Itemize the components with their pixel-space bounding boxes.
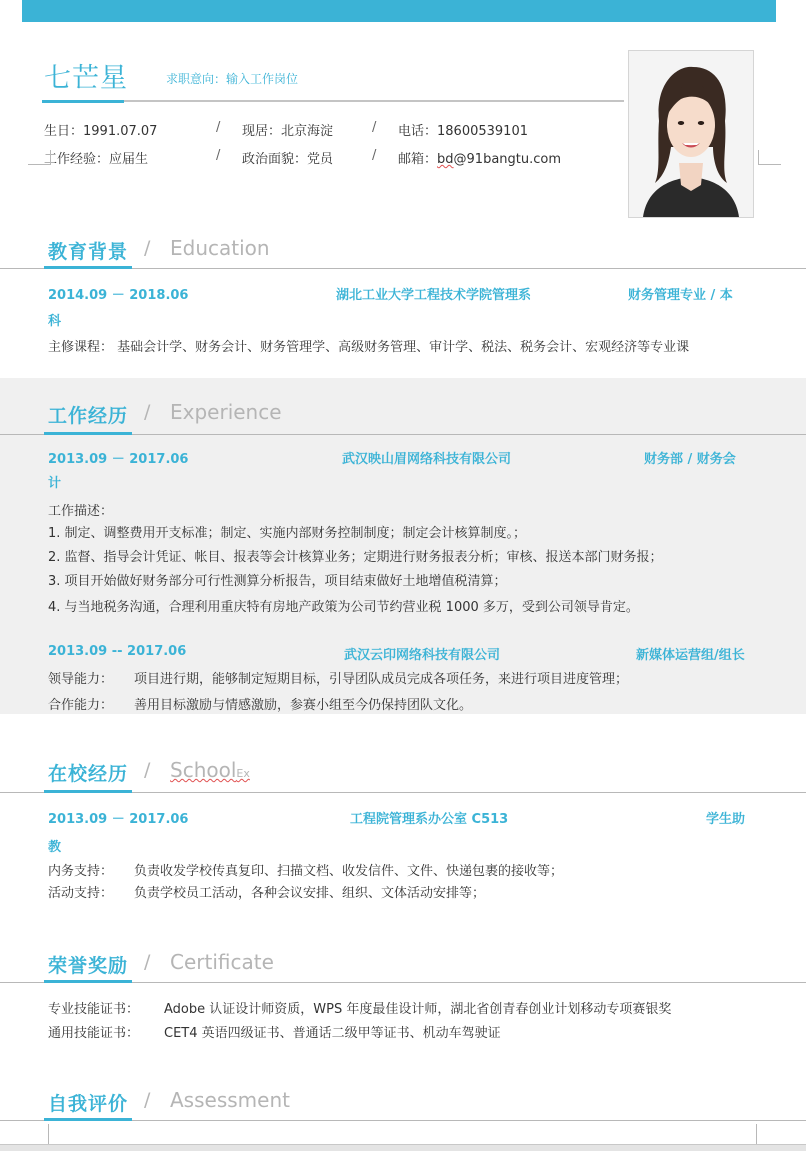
cert-row-text: Adobe 认证设计师资质，WPS 年度最佳设计师，湖北省创青春创业计划移动专项赛银奖: [164, 1002, 672, 1017]
job1-item: 2. 监督、指导会计凭证、帐目、报表等会计核算业务；定期进行财务报表分析；审核、报送本部门财务报；: [48, 550, 663, 565]
section-slash: /: [144, 759, 151, 781]
section-slash: /: [144, 951, 151, 973]
margin-mark: [756, 1124, 757, 1144]
school-date: 2013.09 － 2017.06: [48, 812, 189, 827]
section-slash: /: [144, 237, 151, 259]
job1-company: 武汉映山眉网络科技有限公司: [342, 452, 512, 467]
portrait-illustration: [629, 51, 753, 217]
top-accent-bar: [22, 0, 776, 22]
job2-row-text: 项目进行期，能够制定短期目标，引导团队成员完成各项任务，来进行项目进度管理；: [134, 672, 629, 687]
header-divider-accent: [42, 100, 124, 103]
margin-mark: [48, 1124, 49, 1144]
cert-row-label: 专业技能证书：: [48, 1002, 140, 1017]
section-divider-accent: [44, 1118, 132, 1121]
section-divider-accent: [44, 790, 132, 793]
candidate-name: 七芒星: [44, 63, 128, 94]
job2-date: 2013.09 -- 2017.06: [48, 644, 187, 659]
section-title-education: 教育背景: [48, 241, 129, 263]
margin-corner-mark: [758, 150, 781, 165]
job1-item: 1. 制定、调整费用开支标准；制定、实施内部财务控制制度；制定会计核算制度。；: [48, 526, 527, 541]
info-email: 邮箱：bd@91bangtu.com: [398, 152, 562, 167]
info-residence: 现居：北京海淀: [242, 124, 334, 139]
info-political: 政治面貌：党员: [242, 152, 334, 167]
section-en-experience: Experience: [170, 400, 282, 424]
school-row-label: 活动支持：: [48, 886, 114, 901]
school-org: 工程院管理系办公室 C513: [350, 812, 509, 827]
education-date: 2014.09 － 2018.06: [48, 288, 189, 303]
school-row-text: 负责学校员工活动，各种会议安排、组织、文体活动安排等；: [134, 886, 486, 901]
school-role-wrap: 教: [48, 840, 62, 855]
job1-item: 4. 与当地税务沟通，合理利用重庆特有房地产政策为公司节约营业税 1000 多万，受到公司领导肯定。: [48, 600, 639, 615]
education-courses: 主修课程： 基础会计学、财务会计、财务管理学、高级财务管理、审计学、税法、税务会计、宏观经济等专业课: [48, 340, 690, 355]
info-experience: 工作经验：应届生: [44, 152, 149, 167]
job1-role-wrap: 计: [48, 476, 62, 491]
job2-row-label: 合作能力：: [48, 698, 114, 713]
section-title-assessment: 自我评价: [48, 1093, 129, 1115]
section-title-certificate: 荣誉奖励: [48, 955, 129, 977]
cert-row-text: CET4 英语四级证书、普通话二级甲等证书、机动车驾驶证: [164, 1026, 501, 1041]
education-major-wrap: 科: [48, 314, 62, 329]
info-birthday: 生日：1991.07.07: [44, 124, 158, 139]
info-separator: /: [216, 148, 221, 163]
section-divider-accent: [44, 432, 132, 435]
section-en-education: Education: [170, 236, 270, 260]
header-divider: [42, 100, 624, 102]
info-phone: 电话：18600539101: [398, 124, 528, 139]
section-slash: /: [144, 401, 151, 423]
section-en-school: SchoolEx: [170, 758, 250, 782]
section-slash: /: [144, 1089, 151, 1111]
job1-date: 2013.09 － 2017.06: [48, 452, 189, 467]
education-major: 财务管理专业 / 本: [628, 288, 733, 303]
job-intent: 求职意向：输入工作岗位: [166, 72, 299, 86]
section-title-experience: 工作经历: [48, 405, 129, 427]
education-school: 湖北工业大学工程技术学院管理系: [336, 288, 532, 303]
portrait-photo: [628, 50, 754, 218]
info-separator: /: [216, 120, 221, 135]
margin-corner-mark: [28, 150, 51, 165]
job1-role: 财务部 / 财务会: [644, 452, 736, 467]
school-row-label: 内务支持：: [48, 864, 114, 879]
job1-desc-label: 工作描述：: [48, 504, 114, 519]
job2-role: 新媒体运营组/组长: [636, 648, 745, 663]
section-divider-accent: [44, 980, 132, 983]
section-en-certificate: Certificate: [170, 950, 274, 974]
school-row-text: 负责收发学校传真复印、扫描文档、收发信件、文件、快递包裹的接收等；: [134, 864, 564, 879]
job2-row-text: 善用目标激励与情感激励，参赛小组至今仍保持团队文化。: [134, 698, 473, 713]
job2-row-label: 领导能力：: [48, 672, 114, 687]
section-en-assessment: Assessment: [170, 1088, 290, 1112]
school-role: 学生助: [706, 812, 746, 827]
section-title-school: 在校经历: [48, 763, 129, 785]
section-divider-accent: [44, 266, 132, 269]
job2-company: 武汉云印网络科技有限公司: [344, 648, 501, 663]
info-separator: /: [372, 148, 377, 163]
job1-item: 3. 项目开始做好财务部分可行性测算分析报告，项目结束做好土地增值税清算；: [48, 574, 507, 589]
info-separator: /: [372, 120, 377, 135]
cert-row-label: 通用技能证书：: [48, 1026, 140, 1041]
